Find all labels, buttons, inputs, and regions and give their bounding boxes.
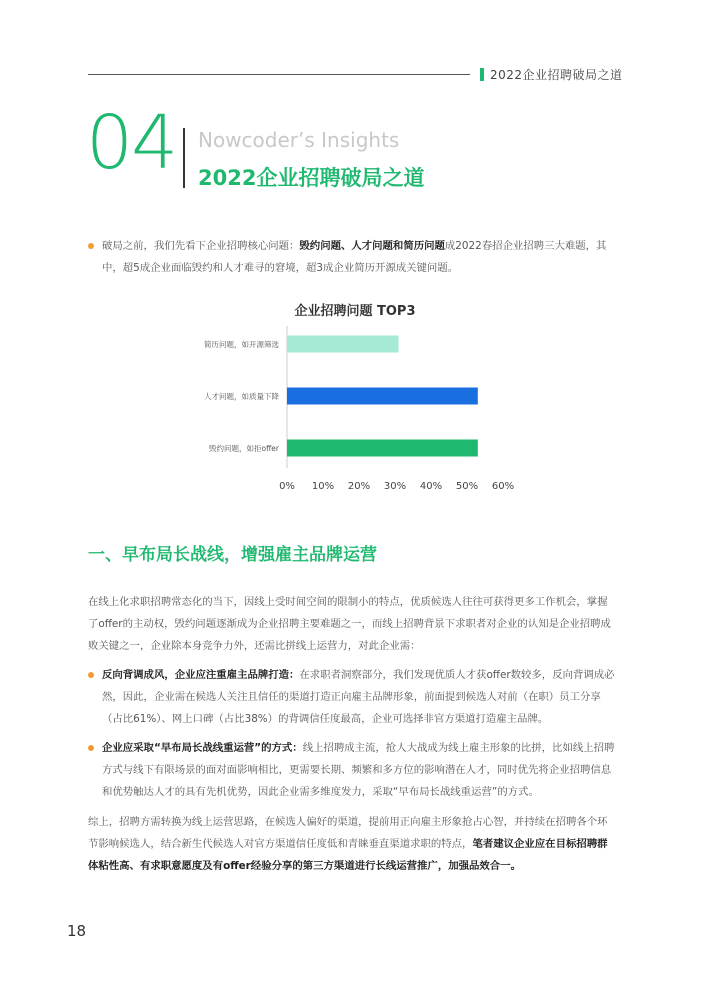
chapter-title: 2022企业招聘破局之道 xyxy=(198,166,425,190)
chapter-number: 04 xyxy=(86,100,177,186)
summary-line: 综上，招聘方需转换为线上运营思路，在候选人偏好的渠道，提前用正向雇主形象抢占心智，并持续在招聘各个环 xyxy=(88,816,608,828)
x-tick-label: 0% xyxy=(279,481,295,492)
bullet-text: 线上招聘成主流，抢人大战成为线上雇主形象的比拼，比如线上招聘 xyxy=(302,742,615,754)
bar xyxy=(287,336,399,353)
section-para-line: 败关键之一，企业除本身竞争力外，还需比拼线上运营力，对此企业需： xyxy=(88,640,421,652)
summary-emphasis: 体粘性高、有求职意愿度及有offer经验分享的第三方渠道进行长线运营推广，加强品效合一。 xyxy=(88,860,521,872)
x-tick-label: 10% xyxy=(311,481,335,492)
category-label: 简历问题，如开源筛选 xyxy=(204,340,279,349)
bullet-line: 和优势触达人才的具有先机优势，因此企业需多维度发力，采取“早布局长战线重运营”的方式。 xyxy=(102,786,539,798)
intro-text: 破局之前，我们先看下企业招聘核心问题： xyxy=(102,240,300,252)
x-tick-label: 20% xyxy=(347,481,371,492)
bullet-line xyxy=(102,738,652,759)
bullet-line xyxy=(102,665,652,686)
section-para-line: 在线上化求职招聘常态化的当下，因线上受时间空间的限制小的特点，优质候选人往往可获得更多工作机会，掌握 xyxy=(88,596,608,608)
bullet-line: （占比61%）、网上口碑（占比38%）的背调信任度最高，企业可选择非官方渠道打造雇主品牌。 xyxy=(102,713,549,725)
summary-text: 节影响候选人，结合新生代候选人对官方渠道信任度低和青睐垂直渠道求职的特点， xyxy=(88,838,473,850)
x-tick-label: 60% xyxy=(491,481,515,492)
bullet-heading: 反向背调成风，企业应注重雇主品牌打造： xyxy=(102,669,300,681)
summary-line xyxy=(88,834,648,855)
summary-line xyxy=(88,856,648,877)
page-number: 18 xyxy=(67,922,87,940)
bullet-line: 然，因此，企业需在候选人关注且信任的渠道打造正向雇主品牌形象，前面提到候选人对前（在职）员工分享 xyxy=(102,691,601,703)
category-label: 毁约问题，如拒offer xyxy=(209,444,279,453)
bullet-dot xyxy=(88,745,94,751)
x-tick-label: 40% xyxy=(419,481,443,492)
section-para-line: 了offer的主动权，毁约问题逐渐成为企业招聘主要难题之一，而线上招聘背景下求职者对企业的认知是企业招聘成 xyxy=(88,618,611,630)
intro-text-cont: 成2022春招企业招聘三大难题，其 xyxy=(444,240,607,252)
bar xyxy=(287,388,478,405)
category-label: 人才问题，如质量下降 xyxy=(204,392,279,401)
section-heading: 一、早布局长战线，增强雇主品牌运营 xyxy=(88,545,377,565)
bar xyxy=(287,440,478,457)
chapter-subtitle: Nowcoder’s Insights xyxy=(198,128,400,152)
bullet-heading: 企业应采取“早布局长战线重运营”的方式： xyxy=(102,742,303,754)
bullet-text: 在求职者洞察部分，我们发现优质人才获offer数较多，反向背调成必 xyxy=(299,669,615,681)
x-tick-label: 50% xyxy=(455,481,479,492)
bullet-dot xyxy=(88,672,94,678)
intro-line-2: 中，超5成企业面临毁约和人才难寻的窘境，超3成企业简历开源成关键问题。 xyxy=(102,262,459,274)
chart-title: 企业招聘问题 TOP3 xyxy=(294,304,416,319)
summary-emphasis: 笔者建议企业应在目标招聘群 xyxy=(472,838,608,850)
chart-plot xyxy=(204,326,514,492)
intro-emphasis: 毁约问题、人才问题和简历问题 xyxy=(299,240,445,252)
running-header-title: 2022企业招聘破局之道 xyxy=(490,68,623,82)
bullet-line: 方式与线下有限场景的面对面影响相比，更需要长期、频繁和多方位的影响潜在人才，同时优先将企业招聘信息 xyxy=(102,764,612,776)
x-tick-label: 30% xyxy=(383,481,407,492)
